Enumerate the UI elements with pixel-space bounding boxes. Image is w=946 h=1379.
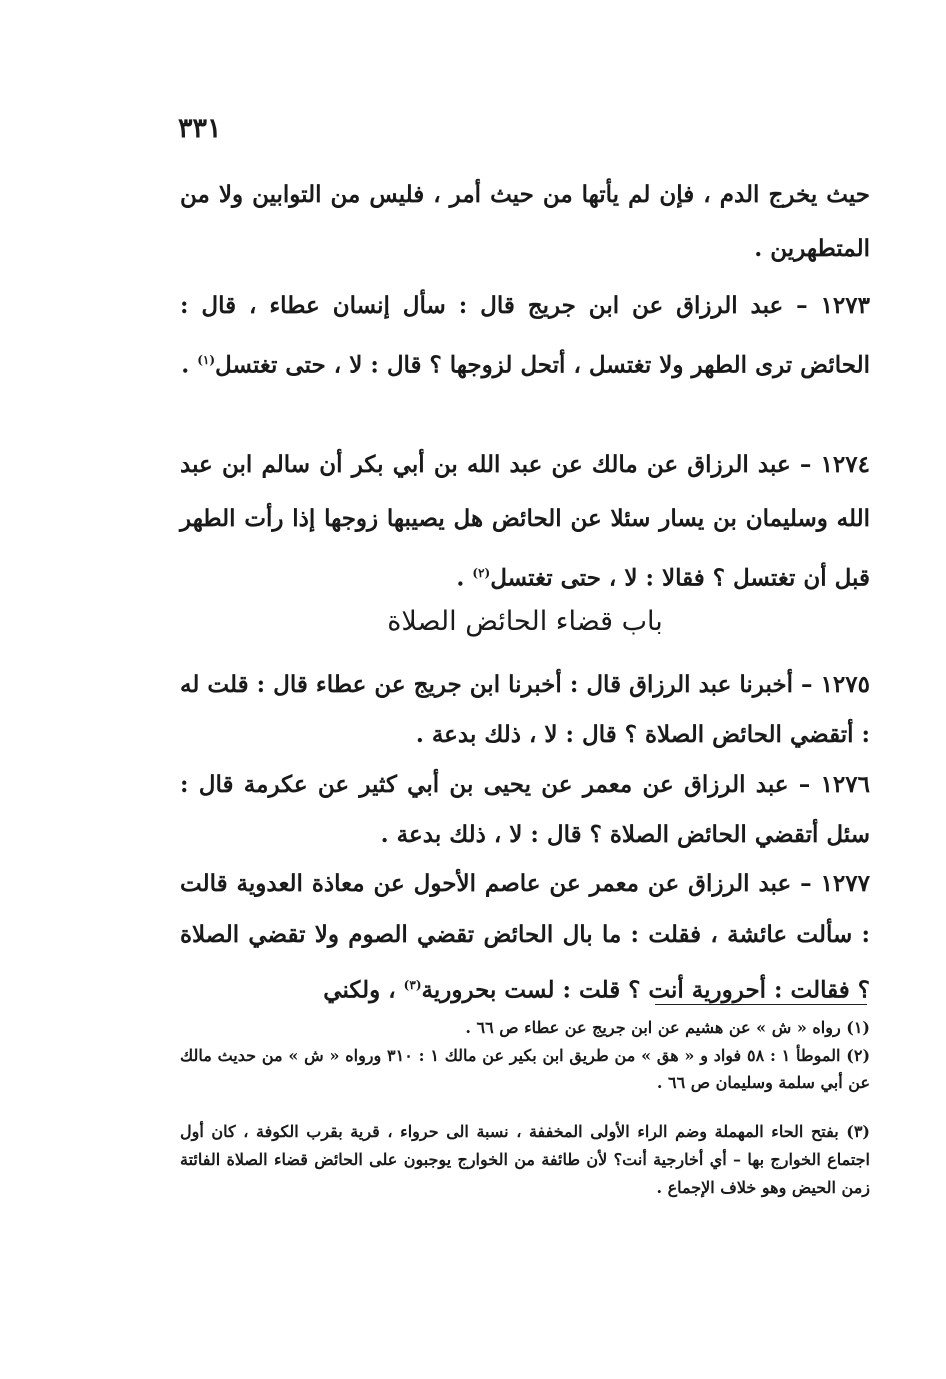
paragraph-continuation [180, 168, 870, 276]
paragraph-text: ١٢٧٧ – عبد الرزاق عن معمر عن عاصم الأحول عن معاذة العدوية قالت : سألت عائشة ، فقلت : ما بال الحائض تقضي الصوم ولا تقضي الصلاة ؟ فقالت : أحرورية أنت ؟ قلت : لست بحرورية [180, 870, 870, 1004]
footnote-ref-1: (١) [197, 353, 216, 367]
paragraph-text: حيث يخرج الدم ، فإن لم يأتها من حيث أمر ، فليس من التوابين ولا من المتطهرين . [180, 181, 870, 262]
page-number: ٣٣١ [178, 113, 222, 144]
hadith-1276 [180, 760, 870, 860]
hadith-1274: ١٢٧٤ – عبد الرزاق عن مالك عن عبد الله بن أبي بكر أن سالم ابن عبد الله وسليمان بن يسار سئلا عن الحائض هل يصيبها زوجها إذا رأت الطهر قبل أن تغتسل ؟ فقالا : لا ، حتى تغتسل$^{(٢)}$ . [180, 451, 870, 592]
hadith-1277 [180, 858, 870, 1016]
footnote-ref-3: (٣) [403, 978, 422, 992]
chapter-heading: باب قضاء الحائض الصلاة [387, 606, 663, 637]
paragraph-text: ١٢٧٥ – أخبرنا عبد الرزاق قال : أخبرنا ابن جريج عن عطاء قال : قلت له : أتقضي الحائض الصلاة ؟ قال : لا ، ذلك بدعة . [180, 671, 870, 748]
footnote-2: (٢) الموطأ ١ : ٥٨ فواد و « هق » من طريق ابن بكير عن مالك ١ : ٣١٠ ورواه « ش » من حديث مالك عن أبي سلمة وسليمان ص ٦٦ . [180, 1046, 871, 1092]
hadith-1273: ١٢٧٣ – عبد الرزاق عن ابن جريج قال : سأل إنسان عطاء ، قال : الحائض ترى الطهر ولا تغتسل ، أتحل لزوجها ؟ قال : لا ، حتى تغتسل$^{(١)}$ . [180, 292, 870, 379]
footnote-3: (٣) بفتح الحاء المهملة وضم الراء الأولى المخففة ، نسبة الى حرواء ، قرية بقرب الكوفة ، كان أول اجتماع الخوارج بها – أي أخارجية أنت؟ لأن طائفة من الخوارج يوجبون على الحائض قضاء الصلاة الفائتة زمن الحيض وهو خلاف الإجماع . [180, 1122, 870, 1197]
footnote-ref-2: (٢) [472, 566, 491, 580]
paragraph-text-end: ، ولكني [323, 976, 396, 1004]
hadith-1275 [180, 660, 870, 760]
footnote-divider [655, 1004, 867, 1005]
paragraph-text: ١٢٧٤ – عبد الرزاق عن مالك عن عبد الله بن أبي بكر أن سالم ابن عبد الله وسليمان بن يسار سئلا عن الحائض هل يصيبها زوجها إذا رأت الطهر قبل أن تغتسل ؟ فقالا : لا ، حتى تغتسل [180, 451, 870, 592]
paragraph-text: ١٢٧٦ – عبد الرزاق عن معمر عن يحيى بن أبي كثير عن عكرمة قال : سئل أتقضي الحائض الصلاة ؟ قال : لا ، ذلك بدعة . [180, 771, 870, 848]
paragraph-text: ١٢٧٣ – عبد الرزاق عن ابن جريج قال : سأل إنسان عطاء ، قال : الحائض ترى الطهر ولا تغتسل ، أتحل لزوجها ؟ قال : لا ، حتى تغتسل [180, 292, 870, 379]
footnote-1: (١) رواه « ش » عن هشيم عن ابن جريج عن عطاء ص ٦٦ . [465, 1018, 870, 1037]
